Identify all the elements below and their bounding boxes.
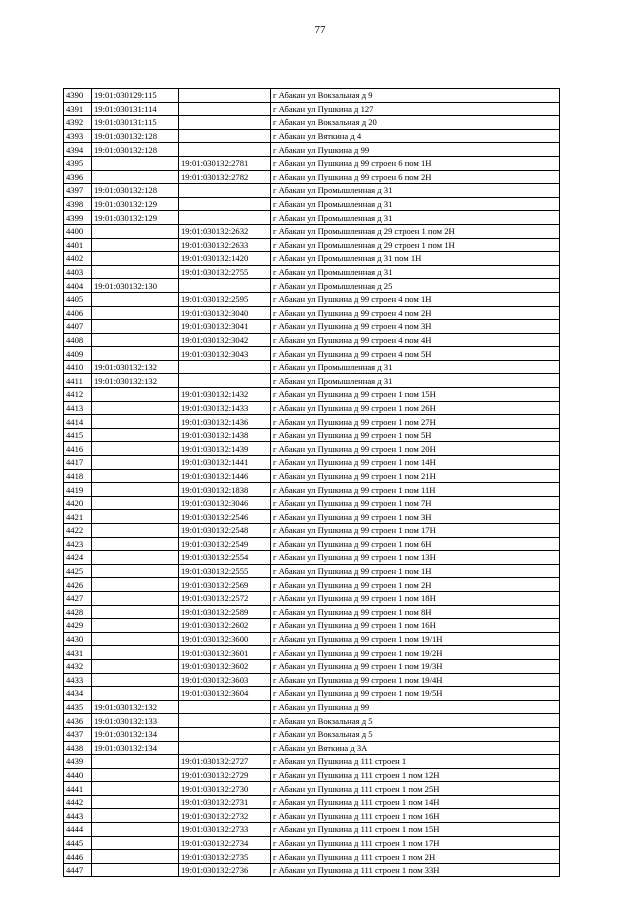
- cadastral-number-cell: 19:01:030132:2548: [179, 524, 271, 538]
- parent-cadastral-cell: [92, 768, 179, 782]
- cadastral-number-cell: 19:01:030132:1446: [179, 469, 271, 483]
- cadastral-number-cell: 19:01:030132:2755: [179, 265, 271, 279]
- row-number-cell: 4402: [64, 252, 92, 266]
- table-row: [64, 809, 560, 823]
- table-row: [64, 727, 560, 741]
- row-number-cell: 4407: [64, 320, 92, 334]
- address-cell: г Абакан ул Пушкина д 99 строен 1 пом 14Н: [271, 456, 560, 470]
- row-number-cell: 4416: [64, 442, 92, 456]
- address-cell: г Абакан ул Пушкина д 99 строен 6 пом 1Н: [271, 156, 560, 170]
- cadastral-number-cell: 19:01:030132:1438: [179, 428, 271, 442]
- table-row: [64, 347, 560, 361]
- parent-cadastral-cell: [92, 564, 179, 578]
- table-row: [64, 102, 560, 116]
- parent-cadastral-cell: [92, 632, 179, 646]
- address-cell: г Абакан ул Пушкина д 99: [271, 143, 560, 157]
- row-number-cell: 4428: [64, 605, 92, 619]
- row-number-cell: 4393: [64, 129, 92, 143]
- registry-table-body: [64, 89, 560, 877]
- row-number-cell: 4433: [64, 673, 92, 687]
- row-number-cell: 4432: [64, 659, 92, 673]
- parent-cadastral-cell: [92, 687, 179, 701]
- address-cell: г Абакан ул Промышленная д 31: [271, 360, 560, 374]
- row-number-cell: 4430: [64, 632, 92, 646]
- address-cell: г Абакан ул Пушкина д 99 строен 1 пом 2Н: [271, 578, 560, 592]
- row-number-cell: 4421: [64, 510, 92, 524]
- address-cell: г Абакан ул Пушкина д 99 строен 4 пом 3Н: [271, 320, 560, 334]
- table-row: [64, 741, 560, 755]
- table-row: [64, 564, 560, 578]
- table-row: [64, 238, 560, 252]
- cadastral-number-cell: 19:01:030132:2569: [179, 578, 271, 592]
- table-row: [64, 292, 560, 306]
- cadastral-number-cell: [179, 279, 271, 293]
- cadastral-number-cell: 19:01:030132:2782: [179, 170, 271, 184]
- row-number-cell: 4425: [64, 564, 92, 578]
- parent-cadastral-cell: 19:01:030132:129: [92, 211, 179, 225]
- address-cell: г Абакан ул Пушкина д 99 строен 4 пом 5Н: [271, 347, 560, 361]
- address-cell: г Абакан ул Пушкина д 99 строен 4 пом 1Н: [271, 292, 560, 306]
- address-cell: г Абакан ул Пушкина д 99 строен 1 пом 3Н: [271, 510, 560, 524]
- parent-cadastral-cell: 19:01:030132:132: [92, 360, 179, 374]
- row-number-cell: 4418: [64, 469, 92, 483]
- table-row: [64, 89, 560, 103]
- table-row: [64, 415, 560, 429]
- parent-cadastral-cell: [92, 483, 179, 497]
- cadastral-number-cell: [179, 89, 271, 103]
- row-number-cell: 4426: [64, 578, 92, 592]
- parent-cadastral-cell: 19:01:030131:114: [92, 102, 179, 116]
- row-number-cell: 4440: [64, 768, 92, 782]
- table-row: [64, 836, 560, 850]
- parent-cadastral-cell: [92, 850, 179, 864]
- page-number: 77: [314, 24, 326, 36]
- parent-cadastral-cell: 19:01:030132:134: [92, 727, 179, 741]
- parent-cadastral-cell: [92, 170, 179, 184]
- table-row: [64, 143, 560, 157]
- row-number-cell: 4410: [64, 360, 92, 374]
- table-row: [64, 374, 560, 388]
- table-row: [64, 578, 560, 592]
- table-row: [64, 320, 560, 334]
- row-number-cell: 4441: [64, 782, 92, 796]
- cadastral-number-cell: 19:01:030132:2555: [179, 564, 271, 578]
- table-row: [64, 673, 560, 687]
- parent-cadastral-cell: [92, 755, 179, 769]
- row-number-cell: 4445: [64, 836, 92, 850]
- table-row: [64, 850, 560, 864]
- cadastral-number-cell: 19:01:030132:2554: [179, 551, 271, 565]
- cadastral-number-cell: [179, 741, 271, 755]
- cadastral-number-cell: 19:01:030132:2595: [179, 292, 271, 306]
- row-number-cell: 4397: [64, 184, 92, 198]
- row-number-cell: 4444: [64, 823, 92, 837]
- table-row: [64, 768, 560, 782]
- table-row: [64, 224, 560, 238]
- address-cell: г Абакан ул Промышленная д 31: [271, 197, 560, 211]
- row-number-cell: 4404: [64, 279, 92, 293]
- address-cell: г Абакан ул Пушкина д 99 строен 4 пом 4Н: [271, 333, 560, 347]
- parent-cadastral-cell: [92, 347, 179, 361]
- cadastral-number-cell: [179, 360, 271, 374]
- cadastral-number-cell: [179, 102, 271, 116]
- table-row: [64, 428, 560, 442]
- row-number-cell: 4401: [64, 238, 92, 252]
- table-row: [64, 116, 560, 130]
- cadastral-number-cell: [179, 143, 271, 157]
- address-cell: г Абакан ул Пушкина д 99 строен 1 пом 15Н: [271, 388, 560, 402]
- address-cell: г Абакан ул Вяткина д 3А: [271, 741, 560, 755]
- parent-cadastral-cell: [92, 510, 179, 524]
- parent-cadastral-cell: [92, 252, 179, 266]
- parent-cadastral-cell: [92, 524, 179, 538]
- parent-cadastral-cell: [92, 809, 179, 823]
- cadastral-number-cell: 19:01:030132:1439: [179, 442, 271, 456]
- row-number-cell: 4439: [64, 755, 92, 769]
- address-cell: г Абакан ул Пушкина д 99 строен 1 пом 17Н: [271, 524, 560, 538]
- cadastral-number-cell: 19:01:030132:2602: [179, 619, 271, 633]
- address-cell: г Абакан ул Промышленная д 31: [271, 211, 560, 225]
- address-cell: г Абакан ул Вяткина д 4: [271, 129, 560, 143]
- row-number-cell: 4394: [64, 143, 92, 157]
- parent-cadastral-cell: [92, 823, 179, 837]
- cadastral-number-cell: 19:01:030132:2733: [179, 823, 271, 837]
- table-row: [64, 388, 560, 402]
- parent-cadastral-cell: [92, 578, 179, 592]
- address-cell: г Абакан ул Пушкина д 99 строен 1 пом 18Н: [271, 591, 560, 605]
- table-row: [64, 456, 560, 470]
- row-number-cell: 4437: [64, 727, 92, 741]
- parent-cadastral-cell: [92, 591, 179, 605]
- table-row: [64, 700, 560, 714]
- row-number-cell: 4390: [64, 89, 92, 103]
- row-number-cell: 4392: [64, 116, 92, 130]
- address-cell: г Абакан ул Вокзальная д 5: [271, 714, 560, 728]
- table-row: [64, 591, 560, 605]
- table-row: [64, 156, 560, 170]
- cadastral-number-cell: 19:01:030132:2589: [179, 605, 271, 619]
- parent-cadastral-cell: [92, 605, 179, 619]
- address-cell: г Абакан ул Пушкина д 99 строен 1 пом 19/5Н: [271, 687, 560, 701]
- parent-cadastral-cell: [92, 306, 179, 320]
- parent-cadastral-cell: [92, 320, 179, 334]
- parent-cadastral-cell: [92, 537, 179, 551]
- cadastral-number-cell: 19:01:030132:3043: [179, 347, 271, 361]
- table-row: [64, 755, 560, 769]
- cadastral-number-cell: 19:01:030132:3603: [179, 673, 271, 687]
- row-number-cell: 4415: [64, 428, 92, 442]
- address-cell: г Абакан ул Пушкина д 99 строен 1 пом 19/2Н: [271, 646, 560, 660]
- row-number-cell: 4400: [64, 224, 92, 238]
- table-row: [64, 551, 560, 565]
- parent-cadastral-cell: [92, 156, 179, 170]
- cadastral-number-cell: 19:01:030132:2730: [179, 782, 271, 796]
- table-row: [64, 496, 560, 510]
- row-number-cell: 4436: [64, 714, 92, 728]
- cadastral-number-cell: 19:01:030132:2632: [179, 224, 271, 238]
- row-number-cell: 4412: [64, 388, 92, 402]
- parent-cadastral-cell: 19:01:030132:133: [92, 714, 179, 728]
- address-cell: г Абакан ул Пушкина д 111 строен 1: [271, 755, 560, 769]
- row-number-cell: 4395: [64, 156, 92, 170]
- address-cell: г Абакан ул Вокзальная д 9: [271, 89, 560, 103]
- cadastral-number-cell: 19:01:030132:3602: [179, 659, 271, 673]
- parent-cadastral-cell: [92, 401, 179, 415]
- address-cell: г Абакан ул Пушкина д 99 строен 1 пом 16Н: [271, 619, 560, 633]
- table-row: [64, 659, 560, 673]
- cadastral-number-cell: 19:01:030132:2729: [179, 768, 271, 782]
- parent-cadastral-cell: [92, 292, 179, 306]
- row-number-cell: 4442: [64, 795, 92, 809]
- parent-cadastral-cell: 19:01:030132:128: [92, 184, 179, 198]
- row-number-cell: 4399: [64, 211, 92, 225]
- cadastral-number-cell: 19:01:030132:1432: [179, 388, 271, 402]
- table-row: [64, 510, 560, 524]
- cadastral-number-cell: [179, 714, 271, 728]
- cadastral-number-cell: [179, 184, 271, 198]
- parent-cadastral-cell: 19:01:030132:129: [92, 197, 179, 211]
- table-row: [64, 483, 560, 497]
- parent-cadastral-cell: 19:01:030132:128: [92, 129, 179, 143]
- table-row: [64, 401, 560, 415]
- table-row: [64, 252, 560, 266]
- address-cell: г Абакан ул Пушкина д 99 строен 1 пом 19/1Н: [271, 632, 560, 646]
- parent-cadastral-cell: 19:01:030132:132: [92, 700, 179, 714]
- address-cell: г Абакан ул Промышленная д 31 пом 1Н: [271, 252, 560, 266]
- address-cell: г Абакан ул Промышленная д 29 строен 1 пом 2Н: [271, 224, 560, 238]
- parent-cadastral-cell: [92, 388, 179, 402]
- table-row: [64, 306, 560, 320]
- cadastral-number-cell: [179, 129, 271, 143]
- parent-cadastral-cell: 19:01:030132:132: [92, 374, 179, 388]
- row-number-cell: 4431: [64, 646, 92, 660]
- cadastral-number-cell: 19:01:030132:3046: [179, 496, 271, 510]
- row-number-cell: 4429: [64, 619, 92, 633]
- cadastral-number-cell: 19:01:030132:2732: [179, 809, 271, 823]
- cadastral-number-cell: [179, 116, 271, 130]
- address-cell: г Абакан ул Пушкина д 99: [271, 700, 560, 714]
- table-row: [64, 782, 560, 796]
- table-row: [64, 524, 560, 538]
- parent-cadastral-cell: [92, 442, 179, 456]
- table-row: [64, 211, 560, 225]
- parent-cadastral-cell: [92, 456, 179, 470]
- cadastral-number-cell: [179, 211, 271, 225]
- address-cell: г Абакан ул Пушкина д 127: [271, 102, 560, 116]
- parent-cadastral-cell: 19:01:030129:115: [92, 89, 179, 103]
- parent-cadastral-cell: 19:01:030132:128: [92, 143, 179, 157]
- address-cell: г Абакан ул Пушкина д 99 строен 1 пом 7Н: [271, 496, 560, 510]
- parent-cadastral-cell: 19:01:030132:134: [92, 741, 179, 755]
- table-row: [64, 646, 560, 660]
- row-number-cell: 4398: [64, 197, 92, 211]
- parent-cadastral-cell: 19:01:030132:130: [92, 279, 179, 293]
- cadastral-number-cell: 19:01:030132:3600: [179, 632, 271, 646]
- parent-cadastral-cell: [92, 646, 179, 660]
- address-cell: г Абакан ул Пушкина д 99 строен 1 пом 20Н: [271, 442, 560, 456]
- row-number-cell: 4411: [64, 374, 92, 388]
- row-number-cell: 4405: [64, 292, 92, 306]
- cadastral-number-cell: 19:01:030132:1441: [179, 456, 271, 470]
- table-row: [64, 619, 560, 633]
- address-cell: г Абакан ул Вокзальная д 5: [271, 727, 560, 741]
- address-cell: г Абакан ул Пушкина д 99 строен 1 пом 19/4Н: [271, 673, 560, 687]
- address-cell: г Абакан ул Пушкина д 99 строен 1 пом 5Н: [271, 428, 560, 442]
- row-number-cell: 4409: [64, 347, 92, 361]
- address-cell: г Абакан ул Пушкина д 99 строен 1 пом 8Н: [271, 605, 560, 619]
- row-number-cell: 4417: [64, 456, 92, 470]
- cadastral-number-cell: [179, 374, 271, 388]
- cadastral-number-cell: 19:01:030132:2781: [179, 156, 271, 170]
- cadastral-number-cell: 19:01:030132:2731: [179, 795, 271, 809]
- table-row: [64, 605, 560, 619]
- cadastral-number-cell: 19:01:030132:1436: [179, 415, 271, 429]
- row-number-cell: 4419: [64, 483, 92, 497]
- cadastral-number-cell: 19:01:030132:2735: [179, 850, 271, 864]
- table-row: [64, 714, 560, 728]
- cadastral-number-cell: [179, 197, 271, 211]
- address-cell: г Абакан ул Пушкина д 99 строен 1 пом 13Н: [271, 551, 560, 565]
- row-number-cell: 4422: [64, 524, 92, 538]
- table-row: [64, 184, 560, 198]
- parent-cadastral-cell: [92, 333, 179, 347]
- row-number-cell: 4427: [64, 591, 92, 605]
- cadastral-number-cell: [179, 700, 271, 714]
- address-cell: г Абакан ул Пушкина д 111 строен 1 пом 2Н: [271, 850, 560, 864]
- address-cell: г Абакан ул Пушкина д 111 строен 1 пом 17Н: [271, 836, 560, 850]
- address-cell: г Абакан ул Пушкина д 99 строен 6 пом 2Н: [271, 170, 560, 184]
- row-number-cell: 4414: [64, 415, 92, 429]
- cadastral-number-cell: 19:01:030132:1838: [179, 483, 271, 497]
- cadastral-number-cell: 19:01:030132:3040: [179, 306, 271, 320]
- cadastral-number-cell: [179, 727, 271, 741]
- address-cell: г Абакан ул Промышленная д 31: [271, 265, 560, 279]
- table-row: [64, 863, 560, 877]
- cadastral-number-cell: 19:01:030132:2734: [179, 836, 271, 850]
- address-cell: г Абакан ул Пушкина д 111 строен 1 пом 33Н: [271, 863, 560, 877]
- parent-cadastral-cell: [92, 673, 179, 687]
- address-cell: г Абакан ул Пушкина д 99 строен 1 пом 26Н: [271, 401, 560, 415]
- address-cell: г Абакан ул Пушкина д 111 строен 1 пом 16Н: [271, 809, 560, 823]
- table-row: [64, 687, 560, 701]
- address-cell: г Абакан ул Пушкина д 111 строен 1 пом 15Н: [271, 823, 560, 837]
- table-row: [64, 279, 560, 293]
- cadastral-number-cell: 19:01:030132:1433: [179, 401, 271, 415]
- address-cell: г Абакан ул Промышленная д 31: [271, 374, 560, 388]
- parent-cadastral-cell: [92, 428, 179, 442]
- row-number-cell: 4438: [64, 741, 92, 755]
- cadastral-number-cell: 19:01:030132:3604: [179, 687, 271, 701]
- table-row: [64, 632, 560, 646]
- address-cell: г Абакан ул Вокзальная д 20: [271, 116, 560, 130]
- address-cell: г Абакан ул Пушкина д 99 строен 1 пом 21Н: [271, 469, 560, 483]
- cadastral-number-cell: 19:01:030132:3042: [179, 333, 271, 347]
- table-row: [64, 795, 560, 809]
- row-number-cell: 4396: [64, 170, 92, 184]
- table-row: [64, 469, 560, 483]
- row-number-cell: 4434: [64, 687, 92, 701]
- address-cell: г Абакан ул Промышленная д 29 строен 1 пом 1Н: [271, 238, 560, 252]
- cadastral-number-cell: 19:01:030132:2727: [179, 755, 271, 769]
- cadastral-number-cell: 19:01:030132:2549: [179, 537, 271, 551]
- address-cell: г Абакан ул Промышленная д 25: [271, 279, 560, 293]
- parent-cadastral-cell: [92, 619, 179, 633]
- parent-cadastral-cell: [92, 836, 179, 850]
- address-cell: г Абакан ул Пушкина д 111 строен 1 пом 25Н: [271, 782, 560, 796]
- address-cell: г Абакан ул Промышленная д 31: [271, 184, 560, 198]
- address-cell: г Абакан ул Пушкина д 99 строен 1 пом 1Н: [271, 564, 560, 578]
- property-registry-table: [63, 88, 560, 877]
- parent-cadastral-cell: [92, 238, 179, 252]
- cadastral-number-cell: 19:01:030132:2633: [179, 238, 271, 252]
- row-number-cell: 4424: [64, 551, 92, 565]
- row-number-cell: 4447: [64, 863, 92, 877]
- cadastral-number-cell: 19:01:030132:3041: [179, 320, 271, 334]
- parent-cadastral-cell: [92, 496, 179, 510]
- parent-cadastral-cell: [92, 415, 179, 429]
- parent-cadastral-cell: [92, 863, 179, 877]
- table-row: [64, 129, 560, 143]
- address-cell: г Абакан ул Пушкина д 99 строен 4 пом 2Н: [271, 306, 560, 320]
- parent-cadastral-cell: [92, 469, 179, 483]
- parent-cadastral-cell: [92, 782, 179, 796]
- row-number-cell: 4446: [64, 850, 92, 864]
- address-cell: г Абакан ул Пушкина д 99 строен 1 пом 19/3Н: [271, 659, 560, 673]
- address-cell: г Абакан ул Пушкина д 111 строен 1 пом 12Н: [271, 768, 560, 782]
- cadastral-number-cell: 19:01:030132:1420: [179, 252, 271, 266]
- row-number-cell: 4413: [64, 401, 92, 415]
- address-cell: г Абакан ул Пушкина д 99 строен 1 пом 6Н: [271, 537, 560, 551]
- address-cell: г Абакан ул Пушкина д 111 строен 1 пом 14Н: [271, 795, 560, 809]
- table-row: [64, 360, 560, 374]
- address-cell: г Абакан ул Пушкина д 99 строен 1 пом 27Н: [271, 415, 560, 429]
- row-number-cell: 4435: [64, 700, 92, 714]
- cadastral-number-cell: 19:01:030132:2546: [179, 510, 271, 524]
- row-number-cell: 4391: [64, 102, 92, 116]
- parent-cadastral-cell: [92, 795, 179, 809]
- cadastral-number-cell: 19:01:030132:2736: [179, 863, 271, 877]
- cadastral-number-cell: 19:01:030132:3601: [179, 646, 271, 660]
- table-row: [64, 333, 560, 347]
- table-row: [64, 197, 560, 211]
- row-number-cell: 4443: [64, 809, 92, 823]
- table-row: [64, 442, 560, 456]
- row-number-cell: 4420: [64, 496, 92, 510]
- address-cell: г Абакан ул Пушкина д 99 строен 1 пом 11Н: [271, 483, 560, 497]
- parent-cadastral-cell: [92, 659, 179, 673]
- row-number-cell: 4408: [64, 333, 92, 347]
- parent-cadastral-cell: [92, 265, 179, 279]
- parent-cadastral-cell: 19:01:030131:115: [92, 116, 179, 130]
- table-row: [64, 823, 560, 837]
- table-row: [64, 265, 560, 279]
- table-row: [64, 537, 560, 551]
- cadastral-number-cell: 19:01:030132:2572: [179, 591, 271, 605]
- parent-cadastral-cell: [92, 551, 179, 565]
- table-row: [64, 170, 560, 184]
- row-number-cell: 4406: [64, 306, 92, 320]
- row-number-cell: 4423: [64, 537, 92, 551]
- parent-cadastral-cell: [92, 224, 179, 238]
- row-number-cell: 4403: [64, 265, 92, 279]
